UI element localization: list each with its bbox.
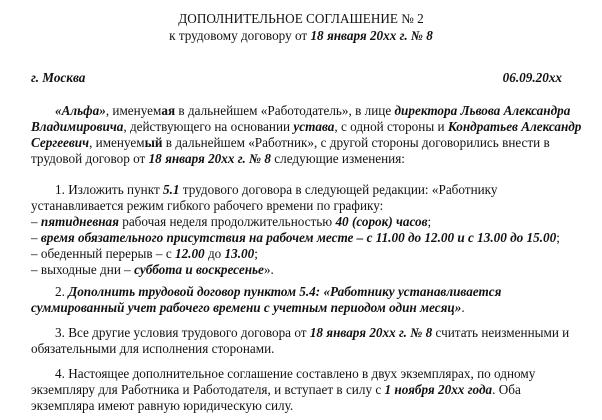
clause-3 bbox=[31, 325, 570, 357]
clause-2 bbox=[31, 284, 559, 316]
preamble-line: Владимировича, действующего на основании устава, с одной стороны и Кондратьев Александр bbox=[31, 119, 582, 134]
clause-line: – обеденный перерыв – с 12.00 до 13.00; bbox=[31, 246, 258, 261]
clause-4 bbox=[31, 366, 559, 414]
contract-reference: 18 января 20xx г. № 8 bbox=[310, 28, 433, 43]
city: г. Москва bbox=[31, 70, 86, 85]
preamble-line: Сергеевич, именуемый в дальнейшем «Работник», с другой стороны договорились внести в bbox=[31, 135, 550, 150]
clause-line: – время обязательного присутствия на рабочем месте – с 11.00 до 12.00 и с 13.00 до 15.00; bbox=[31, 230, 560, 245]
clause-line: – выходные дни – суббота и воскресенье». bbox=[31, 262, 274, 277]
document-subtitle: к трудовому договору от 18 января 20xx г. № 8 bbox=[169, 28, 433, 43]
clause-line: 4. Настоящее дополнительное соглашение составлено в двух экземплярах, по одному bbox=[55, 366, 536, 381]
clause-line: суммированный учет рабочего времени с учетным периодом один месяц». bbox=[31, 300, 465, 315]
place-date-row bbox=[31, 70, 562, 86]
document-date: 06.09.20xx bbox=[502, 70, 562, 85]
clause-line: 1. Изложить пункт 5.1 трудового договора в следующей редакции: «Работнику bbox=[55, 182, 498, 197]
preamble-line: «Альфа», именуемая в дальнейшем «Работодатель», в лице директора Львова Александра bbox=[55, 103, 571, 118]
clause-line: обязательными для исполнения сторонами. bbox=[31, 341, 275, 356]
preamble-line: трудовой договор от 18 января 20xx г. № 8 следующие изменения: bbox=[31, 151, 405, 166]
clause-line: 3. Все другие условия трудового договора от 18 января 20xx г. № 8 считать неизменными и bbox=[55, 325, 570, 340]
clause-line: – пятидневная рабочая неделя продолжительностью 40 (сорок) часов; bbox=[31, 214, 432, 229]
preamble-paragraph bbox=[31, 103, 582, 167]
clause-line: устанавливается режим гибкого рабочего времени по графику: bbox=[31, 198, 384, 213]
clause-line: 2. Дополнить трудовой договор пунктом 5.4: «Работнику устанавливается bbox=[55, 284, 502, 299]
clause-1 bbox=[31, 182, 559, 278]
clause-line: экземпляру для Работника и Работодателя, и вступает в силу с 1 ноября 20xx года. Оба bbox=[31, 382, 521, 397]
document-title: ДОПОЛНИТЕЛЬНОЕ СОГЛАШЕНИЕ № 2 bbox=[178, 11, 424, 26]
clause-line: экземпляра имеют равную юридическую силу. bbox=[31, 398, 294, 413]
